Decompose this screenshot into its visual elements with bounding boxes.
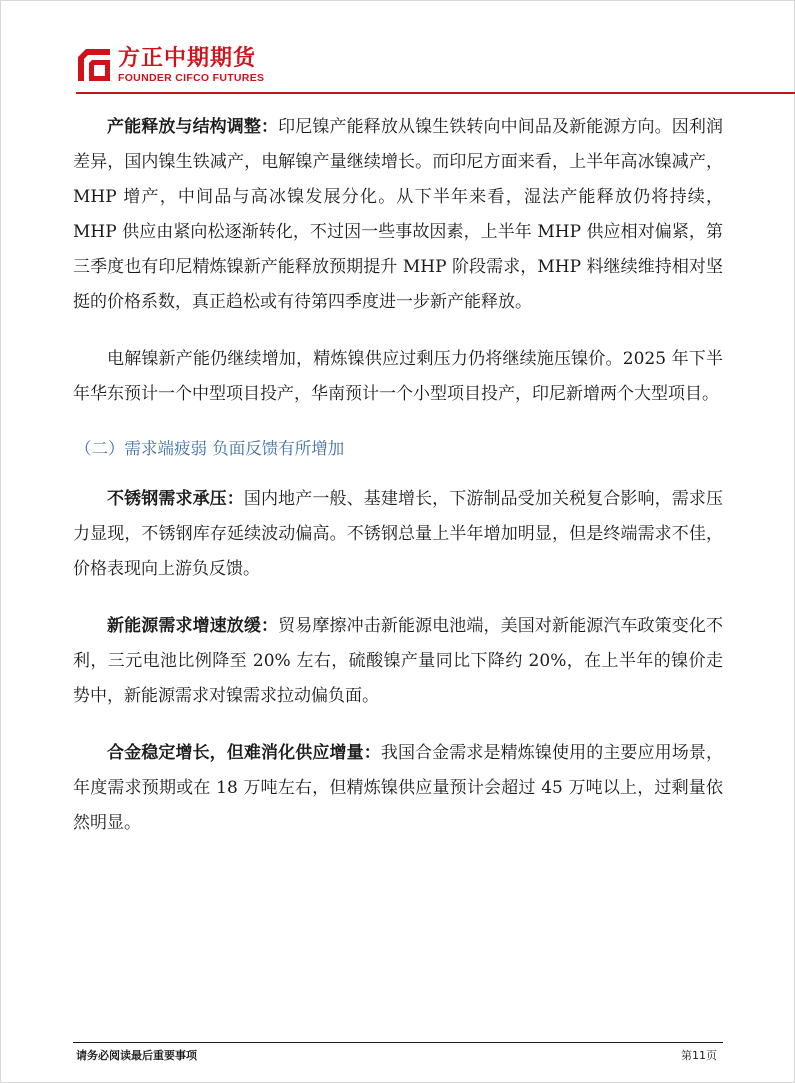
paragraph-label: 不锈钢需求承压：: [107, 489, 244, 509]
paragraph-text: 电解镍新产能仍继续增加，精炼镍供应过剩压力仍将继续施压镍价。2025 年下半年华东预计一个中型项目投产，华南预计一个小型项目投产，印尼新增两个大型项目。: [73, 349, 723, 404]
header-rule: [76, 92, 795, 94]
logo-chinese-name: 方正中期期货: [118, 45, 257, 71]
document-body: [73, 110, 723, 863]
logo-text: [118, 47, 264, 84]
founder-logo-icon: [76, 47, 112, 83]
paragraph-text: 印尼镍产能释放从镍生铁转向中间品及新能源方向。因利润差异，国内镍生铁减产，电解镍产量继续增长。而印尼方面来看，上半年高冰镍减产，MHP 增产，中间品与高冰镍发展分化。从下半年来看，湿法产能释放仍将持续，MHP 供应由紧向松逐渐转化，不过因一些事故因素，上半年 MHP 供应相对偏紧，第三季度也有印尼精炼镍新产能释放预期提升 MHP 阶段需求，MHP 料继续维持相对坚挺的价格系数，真正趋松或有待第四季度进一步新产能释放。: [73, 117, 724, 312]
paragraph-capacity-release: [73, 110, 723, 320]
page-number: 第11页: [681, 1049, 717, 1062]
paragraph-new-energy: [73, 609, 723, 714]
footer-notice: 请务必阅读最后重要事项: [76, 1049, 197, 1062]
header: [76, 44, 264, 86]
paragraph-stainless-steel: [73, 482, 723, 587]
logo-english-name: FOUNDER CIFCO FUTURES: [118, 71, 265, 84]
section-heading: （二）需求端疲弱 负面反馈有所增加: [75, 439, 345, 458]
paragraph-label: 产能释放与结构调整：: [107, 117, 279, 137]
footer-rule: [73, 1042, 723, 1043]
paragraph-electrolytic-nickel: [73, 342, 723, 412]
paragraph-label: 新能源需求增速放缓：: [107, 616, 279, 636]
paragraph-text: 我国合金需求是精炼镍使用的主要应用场景，年度需求预期或在 18 万吨左右，但精炼镍供应量预计会超过 45 万吨以上，过剩量依然明显。: [73, 743, 723, 833]
paragraph-label: 合金稳定增长，但难消化供应增量：: [107, 743, 381, 763]
paragraph-text: 国内地产一般、基建增长，下游制品受加关税复合影响，需求压力显现，不锈钢库存延续波动偏高。不锈钢总量上半年增加明显，但是终端需求不佳，价格表现向上游负反馈。: [73, 489, 724, 579]
paragraph-alloy: [73, 736, 723, 841]
paragraph-text: 贸易摩擦冲击新能源电池端，美国对新能源汽车政策变化不利，三元电池比例降至 20% 左右，硫酸镍产量同比下降约 20%，在上半年的镍价走势中，新能源需求对镍需求拉动偏负面。: [73, 616, 724, 706]
